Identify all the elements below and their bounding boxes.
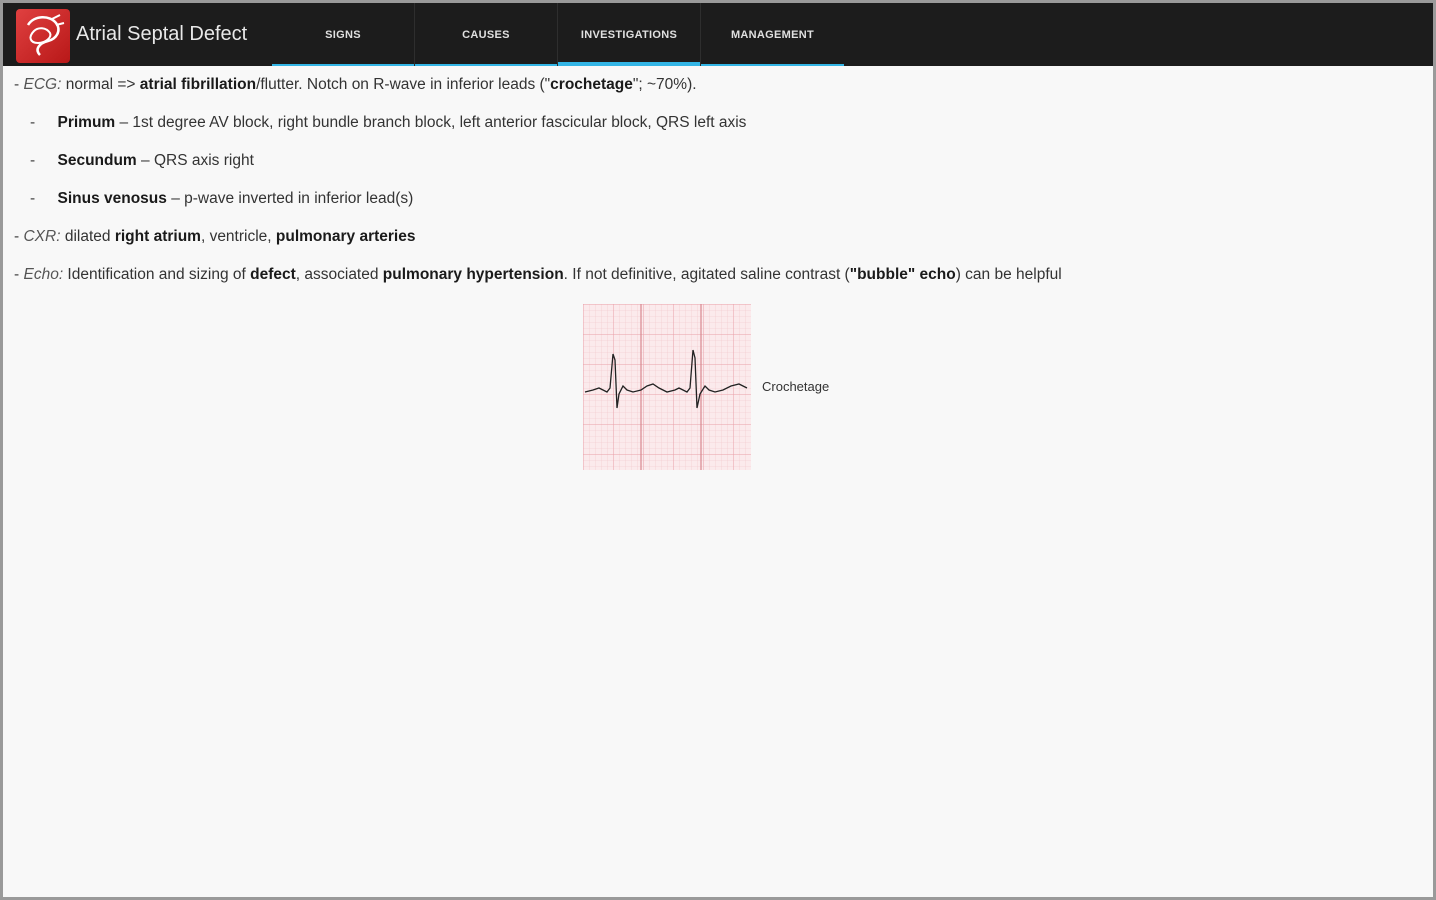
bold-text: Sinus venosus [57, 190, 167, 207]
ecg-strip [583, 304, 751, 470]
tab-active-indicator [558, 62, 700, 66]
bullet-dash: - [14, 228, 20, 245]
text: "; ~70%). [632, 76, 697, 93]
text: – 1st degree AV block, right bundle branch block, left anterior fascicular block, QRS left axis [115, 114, 747, 131]
bullet-dash: - [30, 114, 36, 131]
echo-line [14, 266, 1062, 284]
text: /flutter. Notch on R-wave in inferior leads (" [256, 76, 551, 93]
ecg-crochetage-figure [583, 304, 751, 475]
action-bar [0, 0, 1436, 66]
text: dilated [60, 228, 115, 245]
tab-label: SIGNS [325, 28, 361, 41]
tab-underline [415, 64, 557, 66]
text: . If not definitive, agitated saline contrast ( [563, 266, 850, 283]
bold-text: pulmonary arteries [275, 228, 416, 245]
tab-label: INVESTIGATIONS [580, 28, 678, 41]
text: normal => [61, 76, 140, 93]
text: – QRS axis right [136, 152, 254, 169]
bold-text: atrial fibrillation [139, 76, 257, 93]
bold-text: right atrium [114, 228, 201, 245]
cxr-line [14, 228, 415, 246]
tab-underline [701, 64, 844, 66]
bold-text: pulmonary hypertension [382, 266, 564, 283]
bullet-dash: - [30, 152, 36, 169]
tab-signs[interactable] [272, 3, 415, 66]
bullet-dash: - [14, 266, 20, 283]
app-title: Atrial Septal Defect [76, 23, 248, 45]
text: ) can be helpful [955, 266, 1062, 283]
bold-text: crochetage [550, 76, 633, 93]
figure-caption: Crochetage [762, 379, 830, 394]
bold-text: Primum [57, 114, 116, 131]
tab-label: CAUSES [462, 28, 510, 41]
text: , associated [295, 266, 383, 283]
sinus-venosus-line [30, 190, 413, 208]
tab-underline [272, 64, 414, 66]
ecg-line [14, 76, 697, 94]
secundum-line [30, 152, 254, 170]
primum-line [30, 114, 746, 132]
text: , ventricle, [200, 228, 276, 245]
tab-causes[interactable] [415, 3, 558, 66]
echo-label: Echo: [23, 266, 64, 283]
heart-icon[interactable] [16, 9, 70, 63]
ecg-label: ECG: [23, 76, 62, 93]
tab-label: MANAGEMENT [730, 28, 815, 41]
bold-text: "bubble" echo [849, 266, 956, 283]
bold-text: defect [250, 266, 296, 283]
text: – p-wave inverted in inferior lead(s) [166, 190, 414, 207]
bullet-dash: - [30, 190, 36, 207]
tab-bar [272, 3, 844, 66]
text: Identification and sizing of [63, 266, 251, 283]
tab-investigations[interactable] [558, 3, 701, 66]
heart-anatomy-glyph [16, 9, 70, 63]
bullet-dash: - [14, 76, 20, 93]
cxr-label: CXR: [23, 228, 61, 245]
tab-management[interactable] [701, 3, 844, 66]
bold-text: Secundum [57, 152, 137, 169]
